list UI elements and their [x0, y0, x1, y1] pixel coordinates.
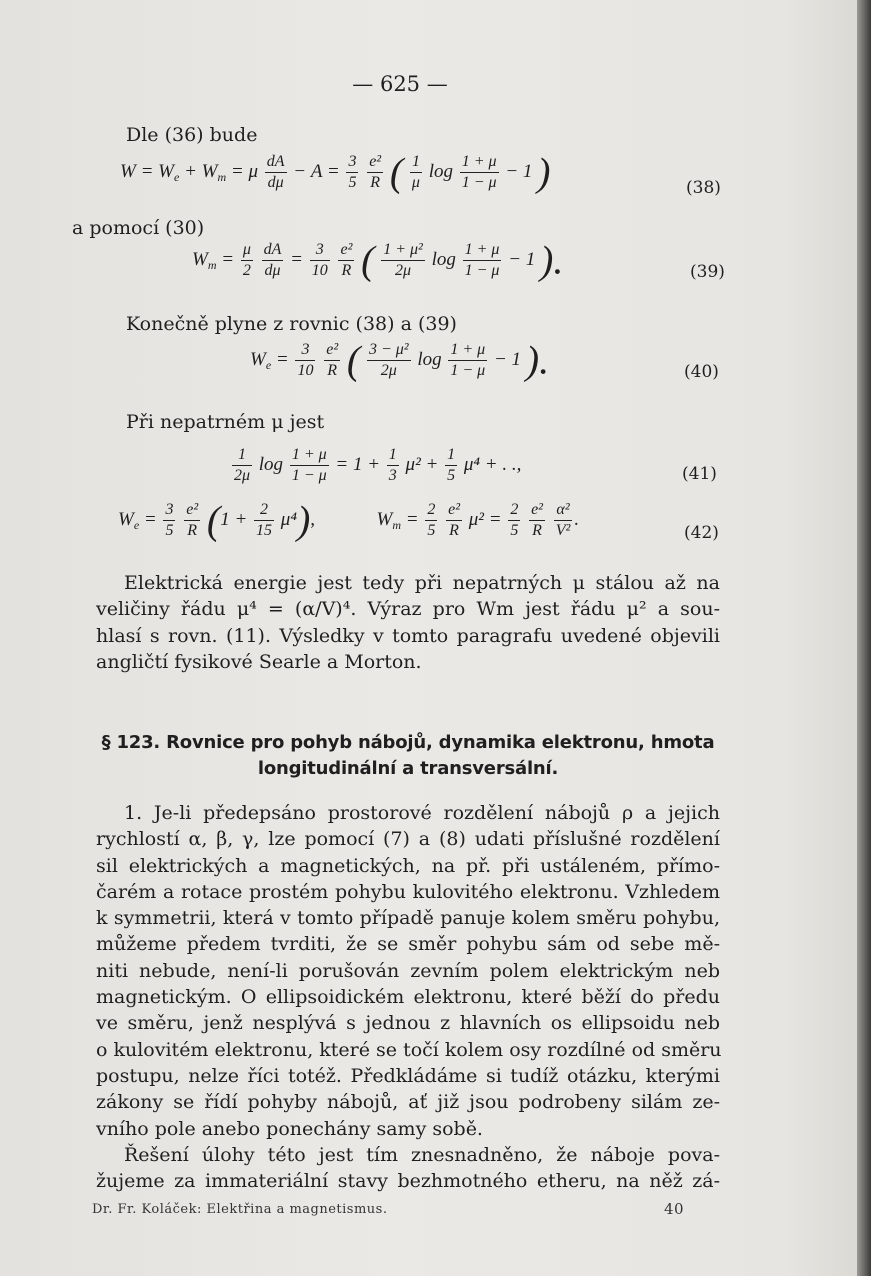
konecne-line: Konečně plyne z rovnic (38) a (39) — [126, 313, 457, 335]
page-edge-shadow — [857, 0, 871, 1276]
equation-41-label: (41) — [682, 464, 717, 484]
text-line: zákony se řídí pohyby nábojů, ať již jsou podrobeny silám ze- — [96, 1091, 720, 1114]
paragraph-energy — [96, 570, 720, 675]
pri-nepatrnem-line: Při nepatrném μ jest — [126, 411, 325, 433]
equation-39: $W_m$ = $\frac{\mu}{2}$ $\frac{dA}{d\mu}$ = $\frac{3}{10}$ $\frac{\text{e²}}{R}$ ( $\frac{\text{1 + μ²}}{2\mu}$ log $\frac{1 + \mu}{1 - \mu}$ − 1 ). — [192, 237, 564, 283]
text-line: vního pole anebo ponechány samy sobě. — [96, 1117, 483, 1140]
text-line: hlasí s rovn. (11). Výsledky v tomto paragrafu uvedené objevili — [96, 624, 720, 647]
section-heading-line: longitudinální a transversální. — [257, 758, 559, 779]
page-number: — 625 — — [352, 72, 448, 96]
paragraph-solution — [96, 1142, 720, 1195]
text-line: můžeme předem tvrditi, že se směr pohybu sám od sebe mě- — [96, 933, 720, 956]
text-line: angličtí fysikové Searle a Morton. — [96, 650, 422, 673]
equation-42-label: (42) — [684, 523, 719, 543]
footer-book-title: Dr. Fr. Koláček: Elektřina a magnetismus. — [92, 1202, 388, 1217]
equation-40-label: (40) — [684, 362, 719, 382]
section-heading-line: § 123. Rovnice pro pohyb nábojů, dynamika elektronu, hmota — [101, 732, 715, 753]
text-line: niti nebude, není-li porušován zevním polem elektrickým neb — [96, 959, 720, 982]
text-line: Řešení úlohy této jest tím znesnadněno, že náboje pova- — [124, 1144, 720, 1166]
text-line: ve směru, jenž nesplývá s jednou z hlavních os ellipsoidu neb — [96, 1012, 720, 1035]
equation-42: $W_e$ = $\frac{3}{5}$ $\frac{\text{e²}}{R}$ (1 + $\frac{2}{15}$ μ⁴), $W_m$ = $\frac{2}{5}$ $\frac{\text{e²}}{R}$ μ² = $\frac{2}{5}$ $\frac{\text{e²}}{R}$ $\frac{\text{α²}}{\text{V²}}$ . — [118, 497, 580, 543]
text-line: rychlostí α, β, γ, lze pomocí (7) a (8) udati příslušné rozdělení — [96, 828, 720, 851]
text-line: magnetickým. O ellipsoidickém elektronu, které běží do předu — [96, 986, 720, 1009]
equation-39-label: (39) — [690, 262, 725, 282]
footer-signature-number: 40 — [664, 1200, 685, 1218]
equation-38: $W = W_e + W_m = \mu$ $\frac{dA}{d\mu}$ − A = $\frac{3}{5}$ $\frac{\text{e²}}{R}$ ( $\frac{1}{\mu}$ log $\frac{1 + \mu}{1 - \mu}$ − 1 ) — [120, 149, 551, 195]
text-line: 1. Je-li předepsáno prostorové rozdělení nábojů ρ a jejich — [124, 802, 720, 824]
text-line: Elektrická energie jest tedy při nepatrných μ stálou až na — [124, 572, 720, 594]
equation-40: $W_e$ = $\frac{3}{10}$ $\frac{\text{e²}}{R}$ ( $\frac{\text{3 − μ²}}{2\mu}$ log $\frac{1 + \mu}{1 - \mu}$ − 1 ). — [250, 337, 550, 383]
intro-line: Dle (36) bude — [126, 124, 258, 146]
a-pomoci-line: a pomocí (30) — [72, 217, 205, 239]
equation-41: $\frac{1}{2\mu}$ log $\frac{1 + \mu}{1 - \mu}$ = 1 + $\frac{1}{3}$ μ² + $\frac{1}{5}$ μ⁴ + . ., — [234, 446, 522, 484]
text-line: veličiny řádu μ⁴ = (α/V)⁴. Výraz pro Wm jest řádu μ² a sou- — [96, 598, 720, 621]
text-line: čarém a rotace prostém pohybu kulovitého elektronu. Vzhledem — [96, 880, 720, 903]
text-line: o kulovitém elektronu, které se točí kolem osy rozdílné od směru — [96, 1038, 722, 1061]
text-line: sil elektrických a magnetických, na př. při ustáleném, přímo- — [96, 854, 720, 877]
text-line: postupu, nelze říci totéž. Předkládáme si tudíž otázku, kterými — [96, 1064, 720, 1087]
section-heading — [96, 730, 720, 782]
text-line: žujeme za immateriální stavy bezhmotného etheru, na něž zá- — [96, 1170, 720, 1193]
text-line: k symmetrii, která v tomto případě panuje kolem směru pohybu, — [96, 907, 720, 930]
equation-38-label: (38) — [686, 178, 721, 198]
paragraph-section-123 — [96, 800, 720, 1142]
